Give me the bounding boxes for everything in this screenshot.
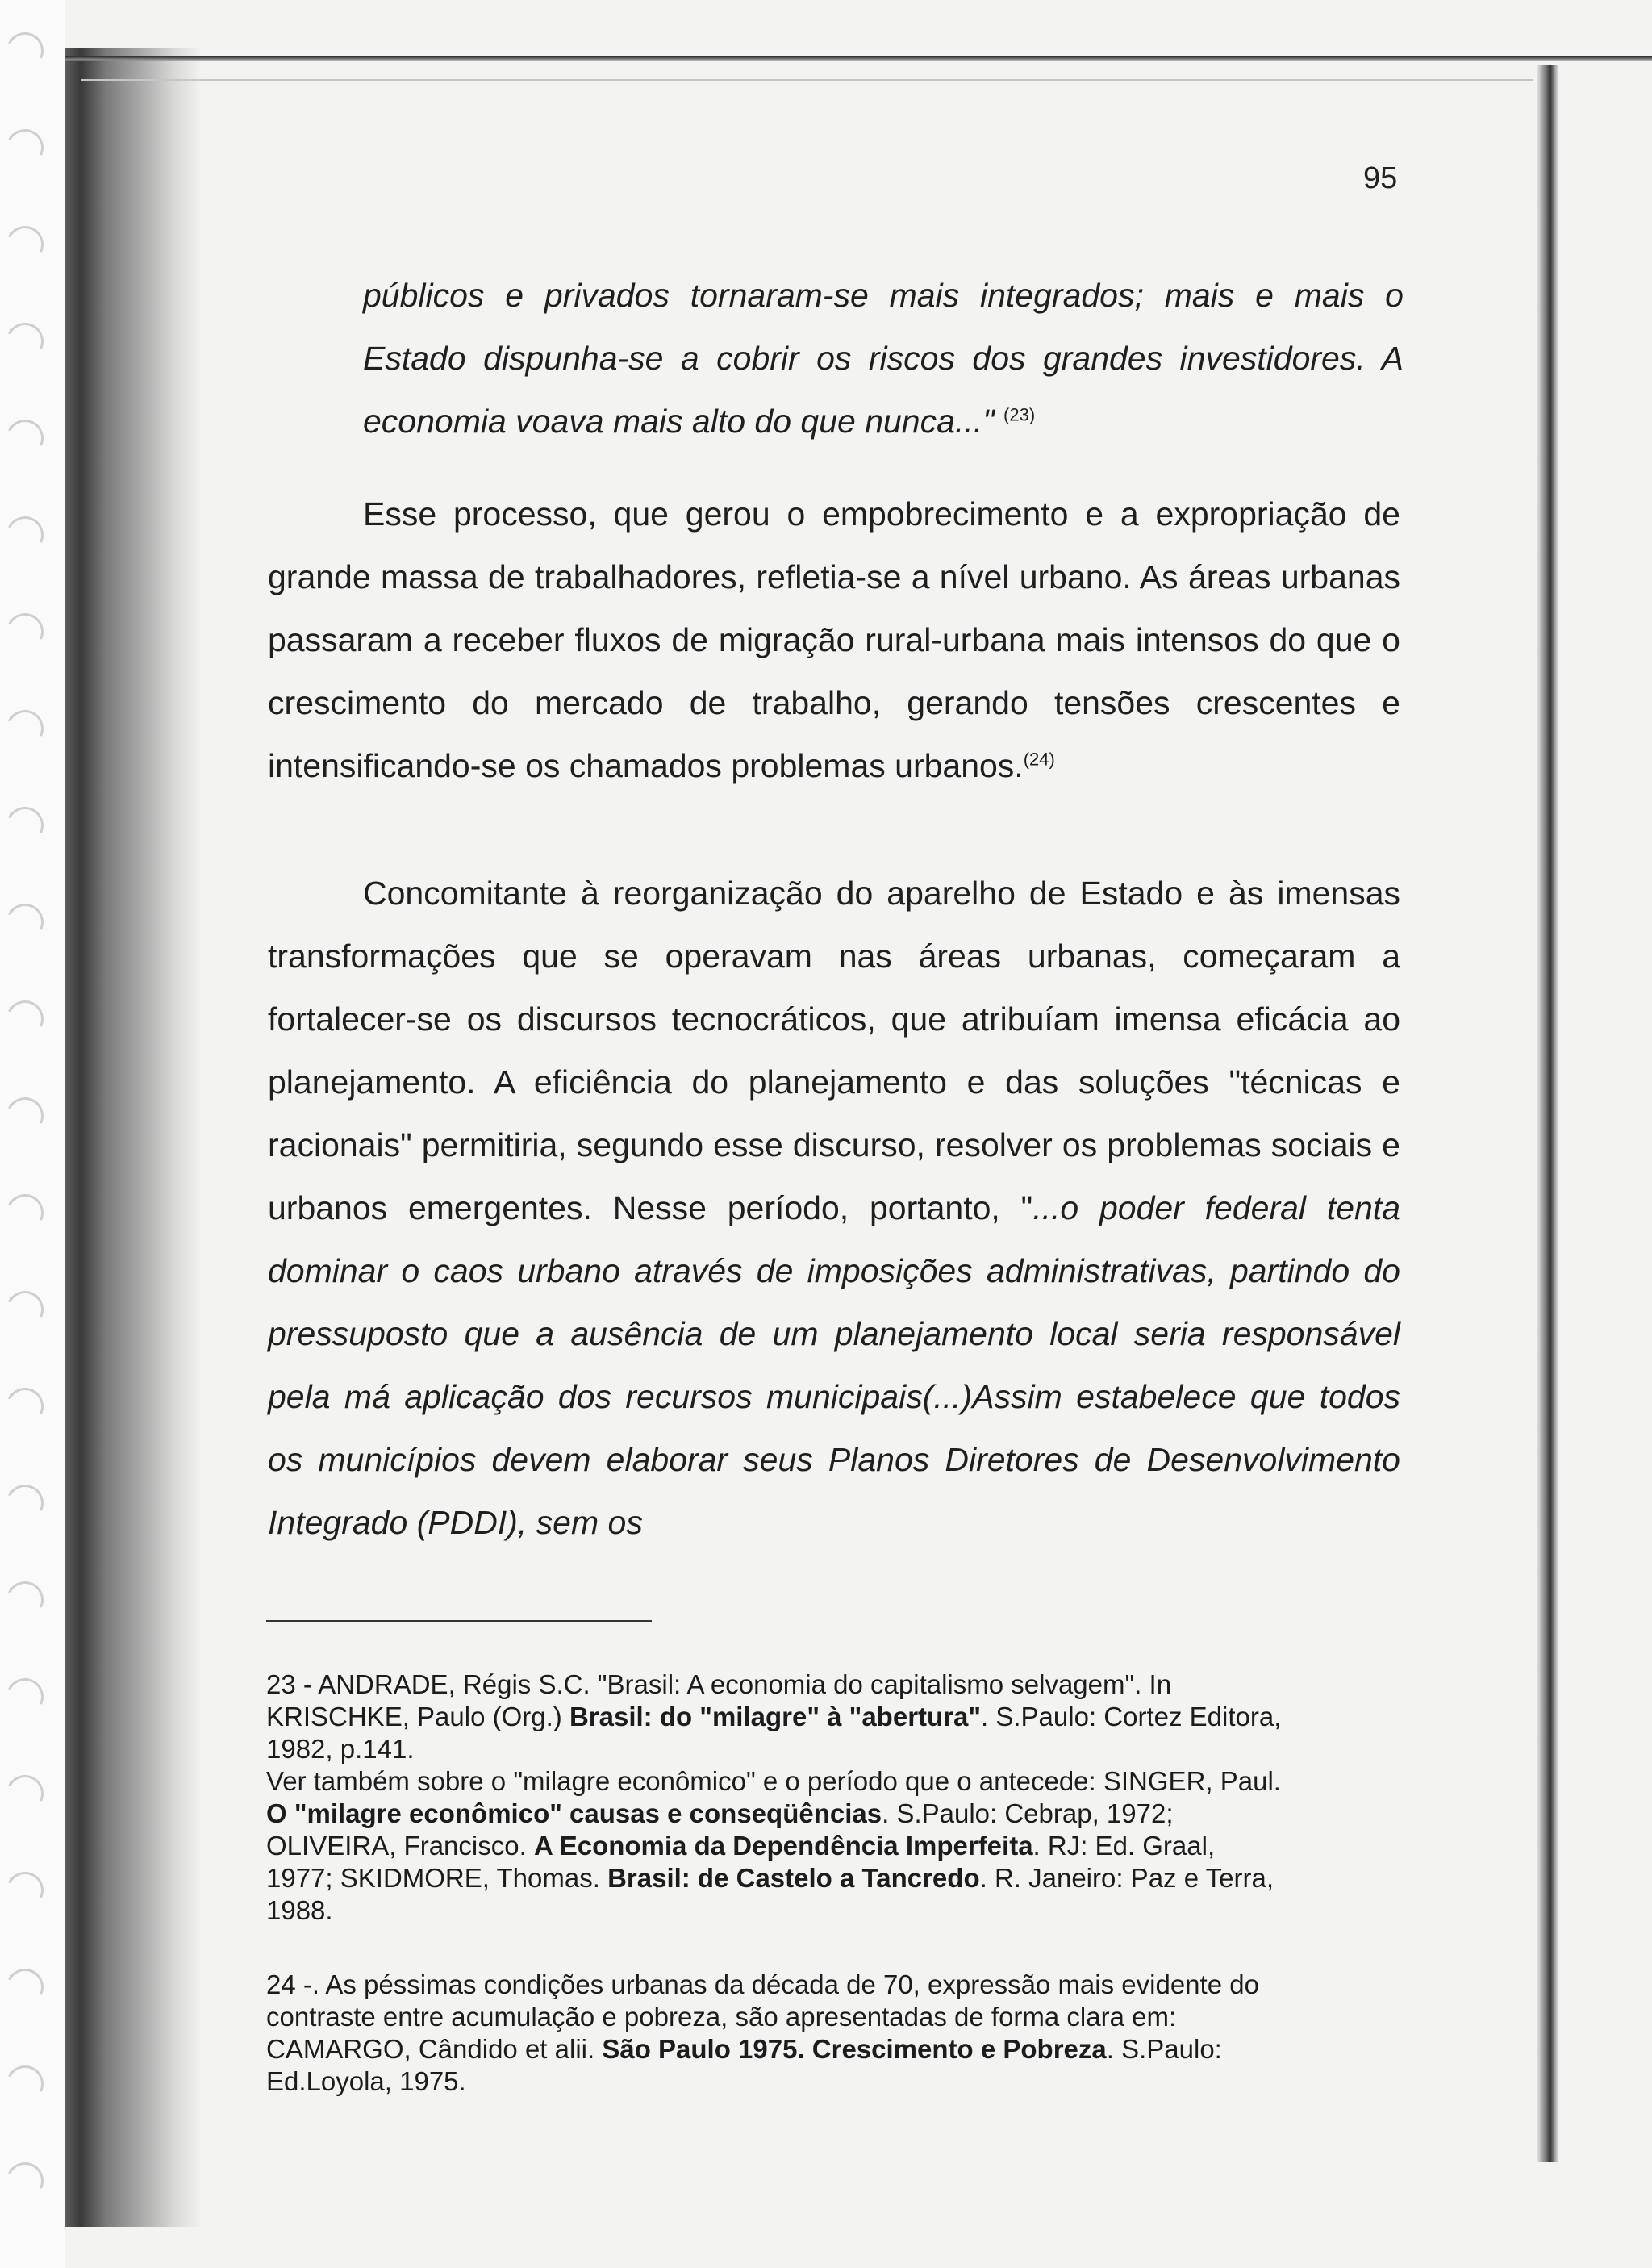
footnote-23-text: . S.Paulo: Cortez Editora, 1982, p.141.	[266, 1702, 1282, 1764]
footnote-ref-24: (24)	[1023, 749, 1055, 770]
paragraph-1	[268, 482, 1400, 797]
footnote-23-text: . RJ: Ed. Graal, 1977; SKIDMORE, Thomas.	[266, 1831, 1216, 1893]
binding-hole	[2, 124, 49, 172]
footnote-23-title: Brasil: de Castelo a Tancredo	[607, 1863, 980, 1893]
footnote-separator	[266, 1620, 652, 1622]
footnote-ref-23: (23)	[1003, 404, 1036, 425]
binding-hole	[2, 1964, 49, 2011]
binding-hole	[2, 1673, 49, 1721]
footnote-23-text: . R. Janeiro: Paz e Terra, 1988.	[266, 1863, 1274, 1925]
binding-holes	[0, 0, 65, 2268]
footnote-23-title: A Economia da Dependência Imperfeita	[533, 1831, 1033, 1861]
binding-hole	[2, 1867, 49, 1915]
page-top-edge-line	[81, 79, 1533, 81]
binding-hole	[2, 2157, 49, 2205]
footnote-23-text: . S.Paulo: Cebrap, 1972; OLIVEIRA, Francisco.	[266, 1798, 1174, 1861]
footnote-23-title: O "milagre econômico" causas e conseqüências	[266, 1798, 882, 1828]
footnote-23-text: Ver também sobre o "milagre econômico" e o período que o antecede: SINGER, Paul.	[266, 1766, 1281, 1796]
binding-hole	[2, 802, 49, 850]
footnote-23	[266, 1669, 1283, 1927]
binding-hole	[2, 1383, 49, 1431]
page-right-edge	[1537, 65, 1559, 2162]
binding-hole	[2, 899, 49, 946]
quote-text: públicos e privados tornaram-se mais integrados; mais e mais o Estado dispunha-se a cobrir os riscos dos grandes investidores. A economia voava mais alto do que nunca..."	[363, 277, 1404, 440]
binding-hole	[2, 1092, 49, 1140]
binding-hole	[2, 1577, 49, 1624]
binding-hole	[2, 1770, 49, 1818]
binding-hole	[2, 512, 49, 559]
binding-hole	[2, 1189, 49, 1237]
paragraph-2-text: Concomitante à reorganização do aparelho de Estado e às imensas transformações que se operavam nas áreas urbanas, começaram a fortalecer-se os discursos tecnocráticos, que atribuíam imensa eficácia ao planejamento. A eficiência do planejamento e das soluções "técnicas e racionais" permitiria, segundo esse discurso, resolver os problemas sociais e urbanos emergentes. Nesse período, portanto, "	[268, 875, 1400, 1226]
paragraph-2-quote: ...o poder federal tenta dominar o caos urbano através de imposições administrativas, partindo do pressuposto que a ausência de um planejamento local seria responsável pela má aplicação dos recursos municipais(...)Assim estabelece que todos os municípios devem elaborar seus Planos Diretores de Desenvolvimento Integrado (PDDI), sem os	[268, 1189, 1401, 1541]
footnote-24-text: 24 -. As péssimas condições urbanas da década de 70, expressão mais evidente do contraste entre acumulação e pobreza, são apresentadas de forma clara em: CAMARGO, Cândido et alii.	[266, 1969, 1259, 2064]
footnote-23-text: 23 - ANDRADE, Régis S.C. "Brasil: A economia do capitalismo selvagem". In KRISCHKE, Paulo (Org.)	[266, 1669, 1172, 1731]
binding-hole	[2, 415, 49, 462]
footnote-24	[266, 1969, 1283, 2098]
binding-hole	[2, 705, 49, 753]
binding-hole	[2, 27, 49, 75]
binding-hole	[2, 1286, 49, 1334]
binding-hole	[2, 608, 49, 656]
paragraph-2	[268, 862, 1400, 1554]
binding-hole	[2, 996, 49, 1043]
footnote-23-title: Brasil: do "milagre" à "abertura"	[569, 1702, 982, 1731]
footnote-24-text: . S.Paulo: Ed.Loyola, 1975.	[266, 2034, 1222, 2096]
block-quote	[363, 264, 1404, 453]
binding-hole	[2, 221, 49, 269]
binding-hole	[2, 2061, 49, 2108]
binding-hole	[2, 1480, 49, 1527]
page-top-edge	[65, 56, 1652, 61]
paragraph-1-text: Esse processo, que gerou o empobrecimento e a expropriação de grande massa de trabalhadores, refletia-se a nível urbano. As áreas urbanas passaram a receber fluxos de migração rural-urbana mais intensos do que o crescimento do mercado de trabalho, gerando tensões crescentes e intensificando-se os chamados problemas urbanos.	[268, 495, 1400, 784]
page-number: 95	[1363, 161, 1398, 195]
footnote-24-title: São Paulo 1975. Crescimento e Pobreza	[602, 2034, 1107, 2064]
binding-hole	[2, 318, 49, 365]
scan-gutter-shadow	[65, 48, 202, 2227]
